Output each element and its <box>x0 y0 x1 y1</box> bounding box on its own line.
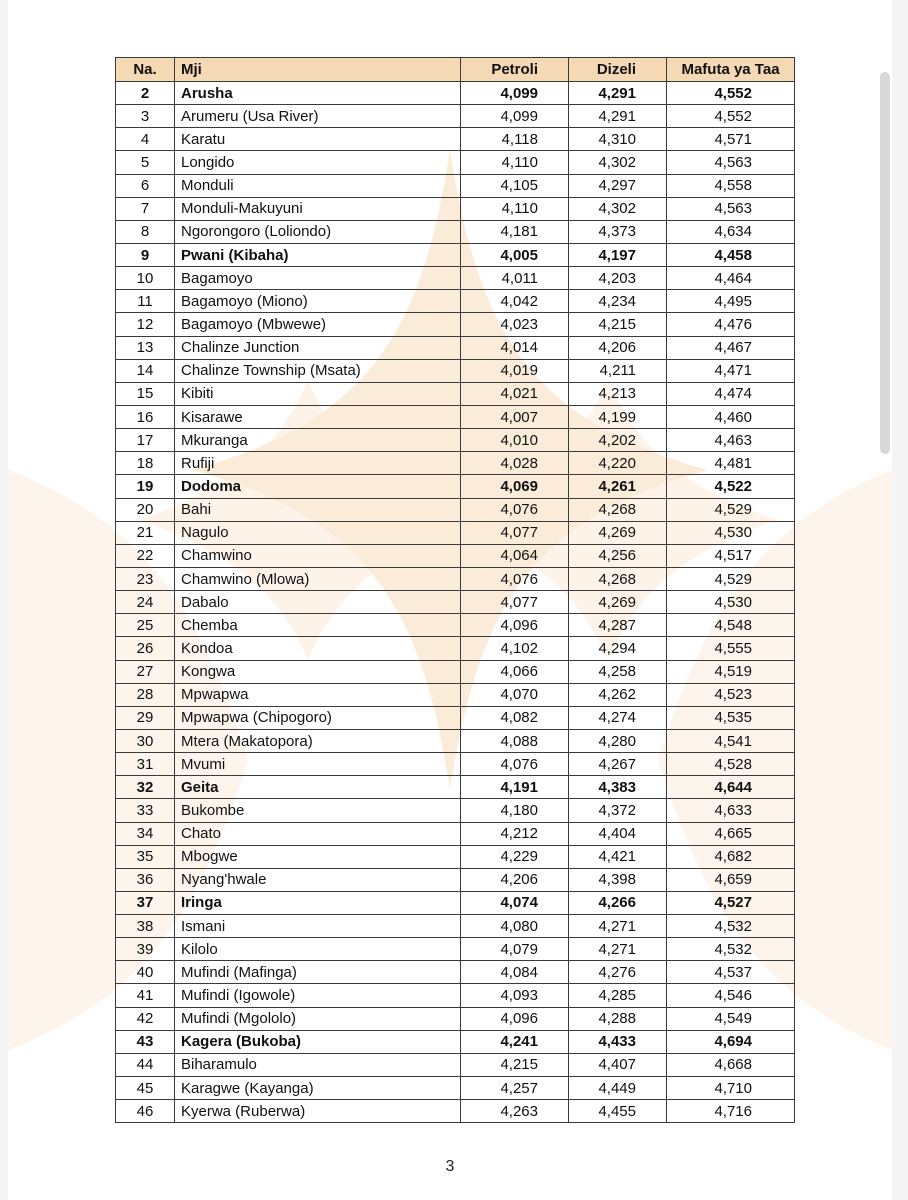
table-row <box>116 1053 795 1076</box>
table-body <box>116 82 795 1123</box>
cell-city: Chamwino <box>175 544 461 567</box>
cell-diesel: 4,398 <box>569 868 667 891</box>
cell-city: Karagwe (Kayanga) <box>175 1077 461 1100</box>
cell-diesel: 4,199 <box>569 405 667 428</box>
cell-diesel: 4,287 <box>569 614 667 637</box>
cell-city: Chamwino (Mlowa) <box>175 567 461 590</box>
cell-kerosene: 4,476 <box>667 313 795 336</box>
cell-diesel: 4,297 <box>569 174 667 197</box>
cell-diesel: 4,261 <box>569 475 667 498</box>
table-row <box>116 961 795 984</box>
cell-kerosene: 4,458 <box>667 243 795 266</box>
table-row <box>116 243 795 266</box>
cell-petrol: 4,010 <box>461 429 569 452</box>
cell-diesel: 4,455 <box>569 1100 667 1123</box>
cell-city: Monduli-Makuyuni <box>175 197 461 220</box>
cell-city: Chato <box>175 822 461 845</box>
cell-city: Bukombe <box>175 799 461 822</box>
cell-petrol: 4,102 <box>461 637 569 660</box>
cell-petrol: 4,191 <box>461 776 569 799</box>
cell-city: Bahi <box>175 498 461 521</box>
cell-diesel: 4,213 <box>569 382 667 405</box>
cell-city: Mbogwe <box>175 845 461 868</box>
cell-city: Arusha <box>175 82 461 105</box>
cell-no: 7 <box>116 197 175 220</box>
table-row <box>116 197 795 220</box>
cell-no: 34 <box>116 822 175 845</box>
cell-no: 6 <box>116 174 175 197</box>
cell-no: 8 <box>116 220 175 243</box>
cell-diesel: 4,421 <box>569 845 667 868</box>
cell-no: 28 <box>116 683 175 706</box>
cell-diesel: 4,203 <box>569 267 667 290</box>
cell-no: 18 <box>116 452 175 475</box>
cell-kerosene: 4,634 <box>667 220 795 243</box>
cell-kerosene: 4,463 <box>667 429 795 452</box>
cell-diesel: 4,433 <box>569 1030 667 1053</box>
table-row <box>116 521 795 544</box>
cell-petrol: 4,077 <box>461 521 569 544</box>
cell-kerosene: 4,535 <box>667 706 795 729</box>
cell-petrol: 4,007 <box>461 405 569 428</box>
cell-no: 31 <box>116 753 175 776</box>
cell-kerosene: 4,682 <box>667 845 795 868</box>
cell-petrol: 4,099 <box>461 82 569 105</box>
cell-city: Chemba <box>175 614 461 637</box>
cell-diesel: 4,291 <box>569 105 667 128</box>
cell-city: Kyerwa (Ruberwa) <box>175 1100 461 1123</box>
cell-diesel: 4,269 <box>569 521 667 544</box>
header-no: Na. <box>116 58 175 82</box>
cell-petrol: 4,084 <box>461 961 569 984</box>
table-row <box>116 822 795 845</box>
cell-diesel: 4,302 <box>569 197 667 220</box>
cell-city: Mtera (Makatopora) <box>175 729 461 752</box>
cell-city: Kibiti <box>175 382 461 405</box>
cell-no: 29 <box>116 706 175 729</box>
cell-no: 17 <box>116 429 175 452</box>
cell-petrol: 4,215 <box>461 1053 569 1076</box>
cell-kerosene: 4,532 <box>667 915 795 938</box>
table-row <box>116 498 795 521</box>
header-city: Mji <box>175 58 461 82</box>
cell-diesel: 4,294 <box>569 637 667 660</box>
cell-diesel: 4,267 <box>569 753 667 776</box>
table-row <box>116 706 795 729</box>
cell-kerosene: 4,471 <box>667 359 795 382</box>
cell-petrol: 4,096 <box>461 1007 569 1030</box>
table-row <box>116 938 795 961</box>
table-row <box>116 915 795 938</box>
cell-no: 2 <box>116 82 175 105</box>
cell-petrol: 4,028 <box>461 452 569 475</box>
table-row <box>116 452 795 475</box>
cell-city: Nagulo <box>175 521 461 544</box>
cell-kerosene: 4,552 <box>667 82 795 105</box>
cell-diesel: 4,268 <box>569 498 667 521</box>
table-row <box>116 151 795 174</box>
cell-petrol: 4,206 <box>461 868 569 891</box>
cell-petrol: 4,077 <box>461 591 569 614</box>
cell-petrol: 4,096 <box>461 614 569 637</box>
cell-no: 30 <box>116 729 175 752</box>
cell-no: 38 <box>116 915 175 938</box>
cell-no: 10 <box>116 267 175 290</box>
cell-kerosene: 4,668 <box>667 1053 795 1076</box>
cell-city: Chalinze Junction <box>175 336 461 359</box>
cell-diesel: 4,291 <box>569 82 667 105</box>
cell-kerosene: 4,571 <box>667 128 795 151</box>
cell-diesel: 4,215 <box>569 313 667 336</box>
cell-kerosene: 4,460 <box>667 405 795 428</box>
cell-diesel: 4,220 <box>569 452 667 475</box>
cell-kerosene: 4,710 <box>667 1077 795 1100</box>
cell-kerosene: 4,532 <box>667 938 795 961</box>
cell-no: 27 <box>116 660 175 683</box>
cell-kerosene: 4,633 <box>667 799 795 822</box>
cell-petrol: 4,110 <box>461 151 569 174</box>
table-row <box>116 429 795 452</box>
cell-diesel: 4,202 <box>569 429 667 452</box>
table-row <box>116 799 795 822</box>
cell-petrol: 4,180 <box>461 799 569 822</box>
cell-no: 40 <box>116 961 175 984</box>
table-row <box>116 82 795 105</box>
cell-diesel: 4,258 <box>569 660 667 683</box>
cell-city: Mufindi (Mgololo) <box>175 1007 461 1030</box>
table-row <box>116 891 795 914</box>
cell-kerosene: 4,530 <box>667 521 795 544</box>
cell-kerosene: 4,659 <box>667 868 795 891</box>
cell-city: Kongwa <box>175 660 461 683</box>
cell-no: 32 <box>116 776 175 799</box>
cell-kerosene: 4,549 <box>667 1007 795 1030</box>
cell-petrol: 4,069 <box>461 475 569 498</box>
table-row <box>116 1030 795 1053</box>
table-row <box>116 382 795 405</box>
cell-no: 42 <box>116 1007 175 1030</box>
cell-kerosene: 4,474 <box>667 382 795 405</box>
cell-city: Geita <box>175 776 461 799</box>
table-row <box>116 984 795 1007</box>
cell-petrol: 4,064 <box>461 544 569 567</box>
cell-kerosene: 4,552 <box>667 105 795 128</box>
cell-kerosene: 4,563 <box>667 151 795 174</box>
cell-diesel: 4,285 <box>569 984 667 1007</box>
table-row <box>116 753 795 776</box>
cell-city: Biharamulo <box>175 1053 461 1076</box>
cell-petrol: 4,021 <box>461 382 569 405</box>
cell-petrol: 4,263 <box>461 1100 569 1123</box>
cell-no: 39 <box>116 938 175 961</box>
cell-petrol: 4,093 <box>461 984 569 1007</box>
cell-city: Bagamoyo <box>175 267 461 290</box>
cell-city: Arumeru (Usa River) <box>175 105 461 128</box>
cell-petrol: 4,042 <box>461 290 569 313</box>
cell-no: 35 <box>116 845 175 868</box>
cell-no: 9 <box>116 243 175 266</box>
table-row <box>116 313 795 336</box>
cell-diesel: 4,449 <box>569 1077 667 1100</box>
table-row <box>116 475 795 498</box>
cell-petrol: 4,229 <box>461 845 569 868</box>
table-row <box>116 267 795 290</box>
cell-city: Mvumi <box>175 753 461 776</box>
cell-petrol: 4,005 <box>461 243 569 266</box>
cell-no: 33 <box>116 799 175 822</box>
cell-no: 4 <box>116 128 175 151</box>
cell-petrol: 4,105 <box>461 174 569 197</box>
cell-petrol: 4,076 <box>461 753 569 776</box>
cell-no: 16 <box>116 405 175 428</box>
table-row <box>116 614 795 637</box>
cell-petrol: 4,088 <box>461 729 569 752</box>
cell-no: 25 <box>116 614 175 637</box>
cell-no: 22 <box>116 544 175 567</box>
cell-no: 43 <box>116 1030 175 1053</box>
cell-no: 5 <box>116 151 175 174</box>
cell-kerosene: 4,555 <box>667 637 795 660</box>
cell-kerosene: 4,537 <box>667 961 795 984</box>
table-header-row <box>116 58 795 82</box>
cell-diesel: 4,372 <box>569 799 667 822</box>
table-row <box>116 105 795 128</box>
cell-diesel: 4,271 <box>569 938 667 961</box>
cell-no: 14 <box>116 359 175 382</box>
header-petrol: Petroli <box>461 58 569 82</box>
cell-city: Nyang'hwale <box>175 868 461 891</box>
cell-diesel: 4,262 <box>569 683 667 706</box>
cell-city: Bagamoyo (Mbwewe) <box>175 313 461 336</box>
cell-kerosene: 4,464 <box>667 267 795 290</box>
cell-no: 11 <box>116 290 175 313</box>
cell-no: 3 <box>116 105 175 128</box>
cell-diesel: 4,373 <box>569 220 667 243</box>
fuel-price-table <box>115 57 795 1123</box>
cell-diesel: 4,211 <box>569 359 667 382</box>
cell-kerosene: 4,546 <box>667 984 795 1007</box>
header-kerosene: Mafuta ya Taa <box>667 58 795 82</box>
header-diesel: Dizeli <box>569 58 667 82</box>
cell-kerosene: 4,558 <box>667 174 795 197</box>
cell-city: Ismani <box>175 915 461 938</box>
cell-city: Bagamoyo (Miono) <box>175 290 461 313</box>
table-row <box>116 845 795 868</box>
cell-city: Mufindi (Mafinga) <box>175 961 461 984</box>
cell-petrol: 4,257 <box>461 1077 569 1100</box>
cell-diesel: 4,268 <box>569 567 667 590</box>
cell-petrol: 4,023 <box>461 313 569 336</box>
cell-city: Kagera (Bukoba) <box>175 1030 461 1053</box>
cell-no: 13 <box>116 336 175 359</box>
cell-kerosene: 4,519 <box>667 660 795 683</box>
document-page <box>8 0 892 1200</box>
cell-diesel: 4,234 <box>569 290 667 313</box>
page-number: 3 <box>445 1158 455 1175</box>
cell-petrol: 4,079 <box>461 938 569 961</box>
cell-petrol: 4,014 <box>461 336 569 359</box>
table-row <box>116 544 795 567</box>
cell-city: Ngorongoro (Loliondo) <box>175 220 461 243</box>
cell-petrol: 4,074 <box>461 891 569 914</box>
scrollbar-thumb[interactable] <box>880 72 890 454</box>
cell-diesel: 4,280 <box>569 729 667 752</box>
cell-kerosene: 4,522 <box>667 475 795 498</box>
cell-diesel: 4,269 <box>569 591 667 614</box>
cell-diesel: 4,404 <box>569 822 667 845</box>
cell-petrol: 4,019 <box>461 359 569 382</box>
table-row <box>116 637 795 660</box>
cell-petrol: 4,080 <box>461 915 569 938</box>
cell-diesel: 4,271 <box>569 915 667 938</box>
cell-kerosene: 4,495 <box>667 290 795 313</box>
cell-no: 12 <box>116 313 175 336</box>
table-row <box>116 1007 795 1030</box>
cell-kerosene: 4,481 <box>667 452 795 475</box>
cell-petrol: 4,118 <box>461 128 569 151</box>
table-row <box>116 776 795 799</box>
table-row <box>116 660 795 683</box>
cell-kerosene: 4,528 <box>667 753 795 776</box>
table-row <box>116 683 795 706</box>
cell-no: 20 <box>116 498 175 521</box>
cell-petrol: 4,011 <box>461 267 569 290</box>
cell-kerosene: 4,529 <box>667 498 795 521</box>
cell-diesel: 4,288 <box>569 1007 667 1030</box>
table-row <box>116 336 795 359</box>
cell-kerosene: 4,644 <box>667 776 795 799</box>
cell-kerosene: 4,694 <box>667 1030 795 1053</box>
table-row <box>116 868 795 891</box>
cell-no: 19 <box>116 475 175 498</box>
table-row <box>116 567 795 590</box>
cell-diesel: 4,276 <box>569 961 667 984</box>
cell-no: 41 <box>116 984 175 1007</box>
table-row <box>116 1077 795 1100</box>
cell-petrol: 4,082 <box>461 706 569 729</box>
cell-diesel: 4,206 <box>569 336 667 359</box>
cell-kerosene: 4,529 <box>667 567 795 590</box>
cell-no: 26 <box>116 637 175 660</box>
cell-kerosene: 4,541 <box>667 729 795 752</box>
cell-kerosene: 4,527 <box>667 891 795 914</box>
cell-no: 46 <box>116 1100 175 1123</box>
cell-kerosene: 4,517 <box>667 544 795 567</box>
cell-city: Monduli <box>175 174 461 197</box>
cell-petrol: 4,076 <box>461 567 569 590</box>
cell-city: Rufiji <box>175 452 461 475</box>
cell-no: 44 <box>116 1053 175 1076</box>
cell-no: 23 <box>116 567 175 590</box>
cell-no: 37 <box>116 891 175 914</box>
cell-kerosene: 4,467 <box>667 336 795 359</box>
cell-no: 24 <box>116 591 175 614</box>
cell-petrol: 4,076 <box>461 498 569 521</box>
cell-city: Dodoma <box>175 475 461 498</box>
cell-city: Kisarawe <box>175 405 461 428</box>
table-row <box>116 1100 795 1123</box>
cell-city: Karatu <box>175 128 461 151</box>
cell-kerosene: 4,716 <box>667 1100 795 1123</box>
table-row <box>116 220 795 243</box>
cell-diesel: 4,310 <box>569 128 667 151</box>
cell-diesel: 4,302 <box>569 151 667 174</box>
cell-kerosene: 4,563 <box>667 197 795 220</box>
cell-diesel: 4,266 <box>569 891 667 914</box>
cell-petrol: 4,070 <box>461 683 569 706</box>
cell-diesel: 4,197 <box>569 243 667 266</box>
table-row <box>116 405 795 428</box>
table-row <box>116 290 795 313</box>
cell-petrol: 4,099 <box>461 105 569 128</box>
cell-no: 21 <box>116 521 175 544</box>
cell-diesel: 4,407 <box>569 1053 667 1076</box>
cell-city: Mkuranga <box>175 429 461 452</box>
cell-kerosene: 4,665 <box>667 822 795 845</box>
cell-petrol: 4,181 <box>461 220 569 243</box>
cell-diesel: 4,256 <box>569 544 667 567</box>
cell-petrol: 4,212 <box>461 822 569 845</box>
table-row <box>116 174 795 197</box>
cell-petrol: 4,241 <box>461 1030 569 1053</box>
cell-city: Chalinze Township (Msata) <box>175 359 461 382</box>
cell-city: Kondoa <box>175 637 461 660</box>
cell-kerosene: 4,523 <box>667 683 795 706</box>
cell-city: Longido <box>175 151 461 174</box>
cell-city: Kilolo <box>175 938 461 961</box>
cell-city: Mpwapwa (Chipogoro) <box>175 706 461 729</box>
cell-no: 36 <box>116 868 175 891</box>
cell-city: Mpwapwa <box>175 683 461 706</box>
table-row <box>116 729 795 752</box>
table-row <box>116 591 795 614</box>
cell-diesel: 4,274 <box>569 706 667 729</box>
cell-diesel: 4,383 <box>569 776 667 799</box>
cell-petrol: 4,066 <box>461 660 569 683</box>
cell-city: Mufindi (Igowole) <box>175 984 461 1007</box>
cell-city: Dabalo <box>175 591 461 614</box>
cell-kerosene: 4,530 <box>667 591 795 614</box>
cell-city: Iringa <box>175 891 461 914</box>
cell-kerosene: 4,548 <box>667 614 795 637</box>
table-row <box>116 128 795 151</box>
cell-petrol: 4,110 <box>461 197 569 220</box>
cell-no: 15 <box>116 382 175 405</box>
cell-city: Pwani (Kibaha) <box>175 243 461 266</box>
table-row <box>116 359 795 382</box>
cell-no: 45 <box>116 1077 175 1100</box>
